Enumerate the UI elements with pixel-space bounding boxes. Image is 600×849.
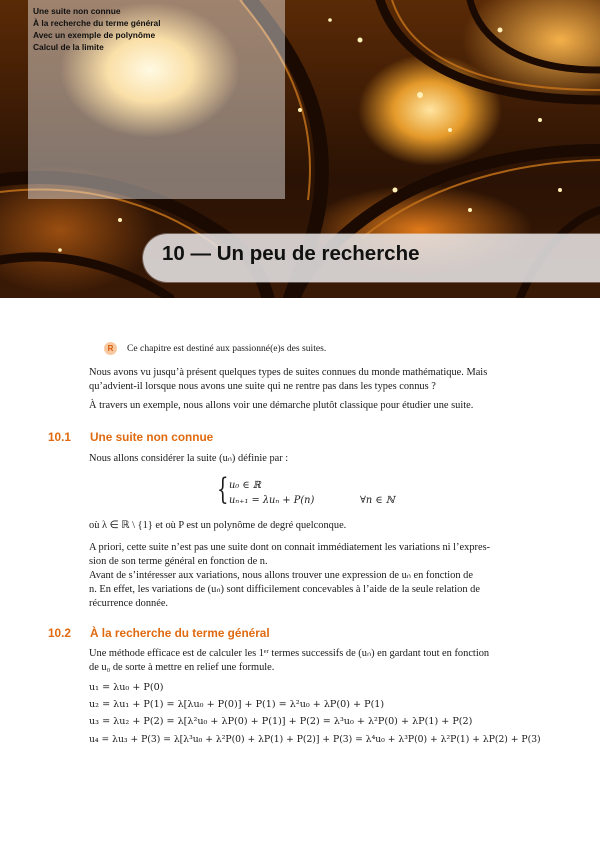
intro-paragraph-line: qu’advient-il lorsque nous avons une suite qui ne rentre pas dans les types connus ?: [89, 381, 436, 392]
chapter-title-text: Un peu de recherche: [216, 242, 420, 265]
chapter-number: 10: [162, 242, 185, 265]
remark-text: Ce chapitre est destiné aux passionné(e)s des suites.: [127, 343, 327, 354]
toc-item[interactable]: Calcul de la limite: [33, 42, 104, 52]
section-title: À la recherche du terme général: [90, 626, 270, 640]
section-number: 10.1: [48, 430, 71, 444]
intro-paragraph: À travers un exemple, nous allons voir une démarche plutôt classique pour étudier une suite.: [89, 400, 474, 411]
chapter-toc: [28, 0, 285, 199]
equation-line: u₂ = λu₁ + P(1) = λ[λu₀ + P(0)] + P(1) = λ²u₀ + λP(0) + P(1): [89, 699, 385, 710]
section-number: 10.2: [48, 626, 71, 640]
equation-line: u₁ = λu₀ + P(0): [89, 682, 164, 693]
section-title: Une suite non connue: [90, 430, 214, 444]
toc-item[interactable]: Une suite non connue: [33, 6, 121, 16]
chapter-banner: [0, 0, 600, 298]
equation-line: u₃ = λu₂ + P(2) = λ[λ²u₀ + λP(0) + P(1)] + P(2) = λ³u₀ + λ²P(0) + λP(1) + P(2): [89, 716, 473, 727]
definition-note: où λ ∈ ℝ \ {1} et où P est un polynôme de degré quelconque.: [89, 520, 347, 531]
section-lead: Nous allons considérer la suite (uₙ) définie par :: [89, 453, 289, 464]
system-line: uₙ₊₁ = λuₙ + P(n): [229, 495, 315, 506]
paragraph-line: de u₀ de sorte à mettre en relief une formule.: [89, 662, 275, 673]
paragraph-line: A priori, cette suite n’est pas une suite dont on connait immédiatement les variations ni l’expres-: [89, 542, 491, 553]
paragraph-line: Une méthode efficace est de calculer les 1ᵉʳ termes successifs de (uₙ) en gardant tout en fonction: [89, 648, 490, 659]
intro-paragraph-line: Nous avons vu jusqu’à présent quelques types de suites connues du monde mathématique. Mais: [89, 367, 488, 378]
paragraph-line: récurrence donnée.: [89, 598, 169, 609]
system-line: u₀ ∈ ℝ: [229, 480, 261, 491]
paragraph-line: sion de son terme général en fonction de n.: [89, 556, 268, 567]
toc-item[interactable]: À la recherche du terme général: [33, 18, 161, 28]
toc-item[interactable]: Avec un exemple de polynôme: [33, 30, 156, 40]
paragraph-line: Avant de s’intéresser aux variations, nous allons trouver une expression de uₙ en fonction de: [89, 570, 473, 581]
chapter-title: [162, 242, 420, 266]
system-brace: {: [217, 472, 229, 507]
equation-line: u₄ = λu₃ + P(3) = λ[λ³u₀ + λ²P(0) + λP(1) + P(2)] + P(3) = λ⁴u₀ + λ³P(0) + λ²P(1) + λP(2) + P(3): [89, 734, 541, 745]
remark-icon: R: [104, 342, 117, 355]
section-heading: [48, 626, 270, 640]
system-condition: ∀n ∈ ℕ: [360, 495, 395, 506]
section-heading: [48, 430, 213, 444]
paragraph-line: n. En effet, les variations de (uₙ) sont difficilement concevables à l’aide de la seule relation de: [89, 584, 480, 595]
chapter-separator: —: [190, 242, 212, 265]
